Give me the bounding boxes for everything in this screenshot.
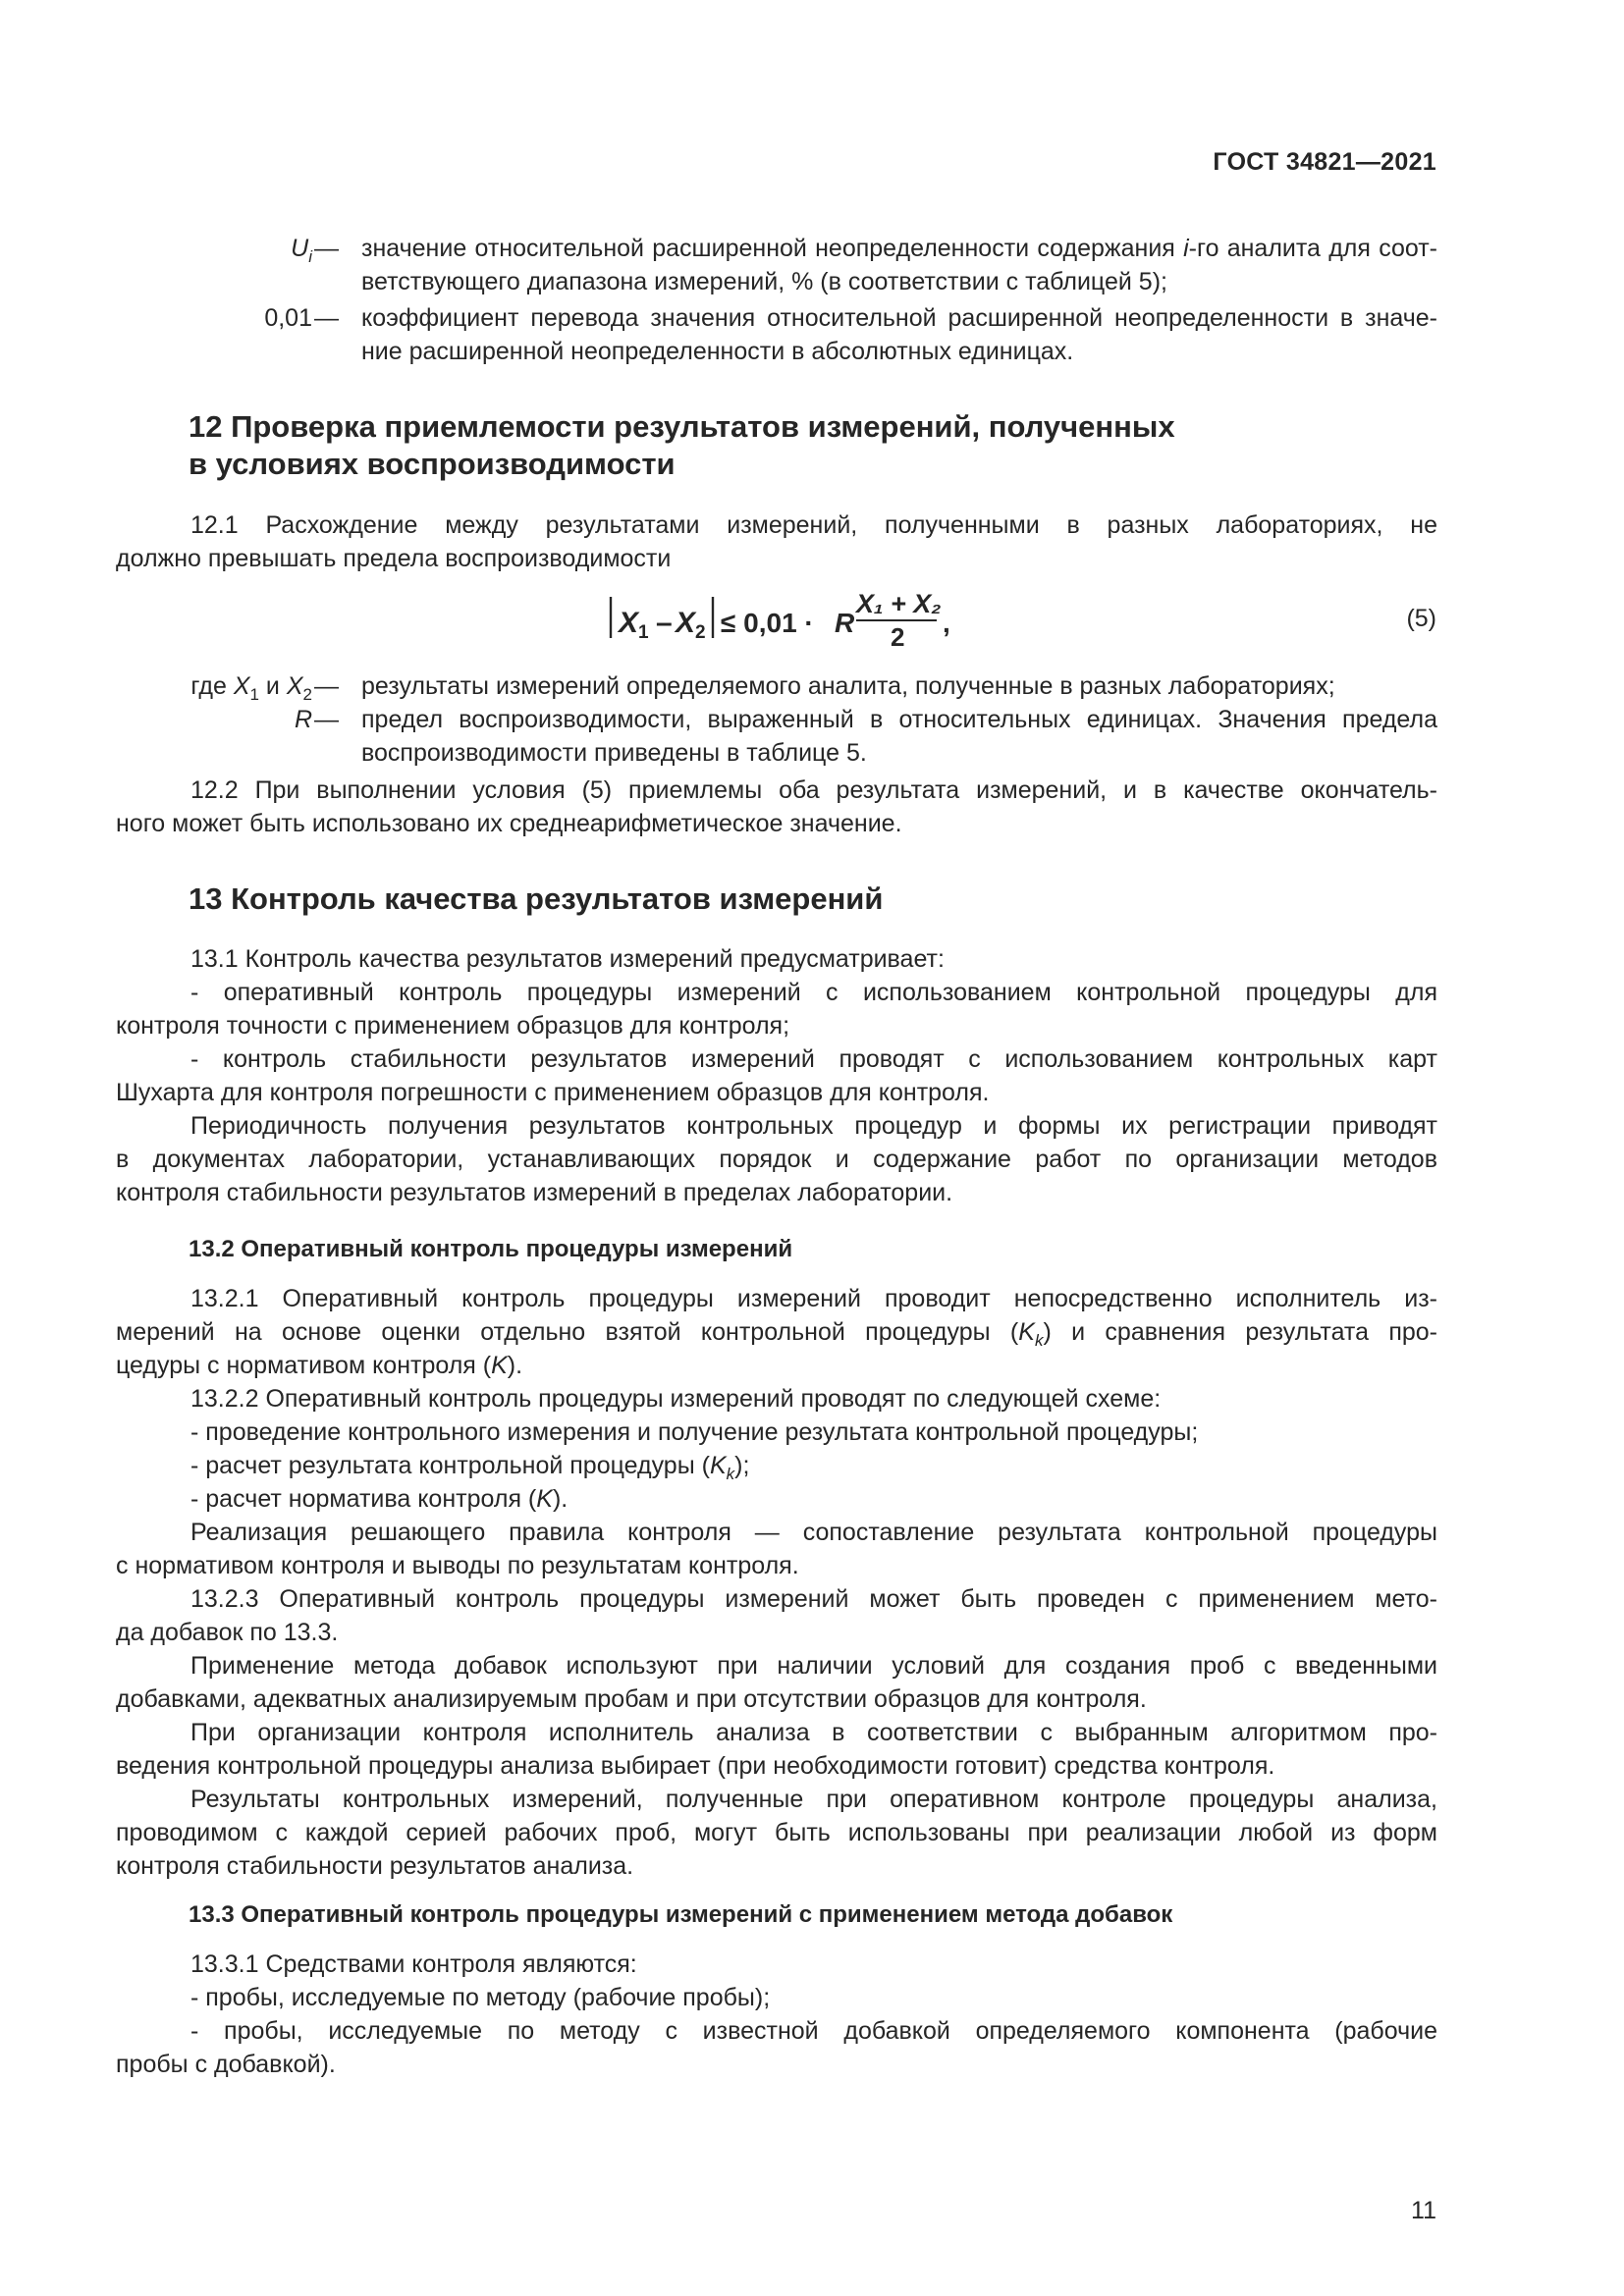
page-number: 11 xyxy=(1411,2197,1436,2224)
formula-x1: X xyxy=(619,607,639,639)
section-13-2-body: 13.2.1 Оперативный контроль процедуры измерений проводит непосредственно исполнитель из- мерений на основе оценки отдельно взятой контрольной процедуры $(K_k)$ и сравнения результата про- цедуры с нормативом контроля (K). 13.2.2 Оперативный контроль процедуры измерений проводят по следующей схеме: - проведение контрольного измерения и получение результата контрольной процедуры; - расчет результата контрольной процедуры $(K_k)$; - расчет норматива контроля (K). Реализация решающего правила контроля — сопоставление результата контрольной процедуры с нормативом контроля и выводы по результатам контроля. 13.2.3 Оперативный контроль процедуры измерений может быть проведен с применением мето- да добавок по 13.3. Применение метода добавок используют при наличии условий для создания проб с введенными добавками, адекватных анализируемым пробам и при отсутствии образцов для контроля. При организации контроля исполнитель анализа в соответствии с выбранным алгоритмом про- ведения контрольной процедуры анализа выбирает (при необходимости готовит) средства контроля. Результаты контрольных измерений, полученные при оперативном контроле процедуры анализа, проводимом с каждой серией рабочих проб, могут быть использованы при реализации любой из форм контроля стабильности результатов анализа. xyxy=(116,1285,1438,1880)
formula-5 xyxy=(603,585,976,654)
standard-header: ГОСТ 34821—2021 xyxy=(1213,148,1436,176)
section-13-2-title: 13.2 Оперативный контроль процедуры измерений xyxy=(189,1236,793,1262)
where-def-line: результаты измерений определяемого аналита, полученные в разных лабораториях; xyxy=(361,672,1335,700)
where-x1-x2: где $X_1$ и $X_2$ — результаты измерений определяемого аналита, полученные в разных лабораториях; xyxy=(116,669,1437,703)
paragraph-12-1: 12.1 Расхождение между результатами измерений, полученными в разных лабораториях, не должно превышать предела воспроизводимости xyxy=(116,511,1437,572)
formula-comma: , xyxy=(943,608,950,638)
formula-relation: ≤ 0,01 · xyxy=(721,608,814,638)
paragraph-13-1: 13.1 Контроль качества результатов измерений предусматривает: - оперативный контроль процедуры измерений с использованием контрольной процедуры для контроля точности с применением образцов для контроля; - контроль стабильности результатов измерений проводят с использованием контрольных карт Шухарта для контроля погрешности с применением образцов для контроля. Периодичность получения результатов контрольных процедур и формы их регистрации приводят в документах лаборатории, устанавливающих порядок и содержание работ по организации методов контроля стабильности результатов измерений в пределах лаборатории. xyxy=(116,945,1437,1206)
section-12-title: 12 Проверка приемлемости результатов измерений, полученных в условиях воспроизводимости xyxy=(189,409,1175,481)
term-dash: — xyxy=(314,235,339,262)
formula-numerator: X₁ + X₂ xyxy=(856,589,942,618)
term-ui xyxy=(116,232,1437,298)
paragraph-12-2: 12.2 При выполнении условия (5) приемлемы оба результата измерений, и в качестве окончатель- ного может быть использовано их среднеарифметическое значение. xyxy=(116,776,1437,837)
formula-number: (5) xyxy=(1406,605,1436,632)
term-def-line: значение относительной расширенной неопределенности содержания i-го аналита для соот- xyxy=(361,235,1438,262)
formula-minus: – xyxy=(656,607,673,639)
section-13-title: 13 Контроль качества результатов измерений xyxy=(189,881,884,916)
section-13-3-title: 13.3 Оперативный контроль процедуры измерений с применением метода добавок xyxy=(189,1901,1173,1928)
formula-x1-sub: 1 xyxy=(638,622,649,643)
term-symbol: 0,01 xyxy=(264,304,312,332)
term-coefficient xyxy=(116,301,1437,368)
where-def-line: воспроизводимости приведены в таблице 5. xyxy=(361,739,867,767)
term-def-line: ние расширенной неопределенности в абсолютных единицах. xyxy=(361,338,1074,365)
term-dash: — xyxy=(314,304,339,332)
term-def-line: ветствующего диапазона измерений, % (в соответствии с таблицей 5); xyxy=(361,268,1167,295)
where-def-line: предел воспроизводимости, выраженный в относительных единицах. Значения предела xyxy=(361,706,1437,733)
formula-x2: X xyxy=(676,607,696,639)
formula-r: R xyxy=(835,608,855,638)
formula-x2-sub: 2 xyxy=(695,622,706,643)
section-13-3-body: 13.3.1 Средствами контроля являются: - пробы, исследуемые по методу (рабочие пробы); - пробы, исследуемые по методу с известной добавкой определяемого компонента (рабочие пробы с добавкой). xyxy=(116,1950,1437,2078)
where-symbols: где $X_1$ и $X_2$ xyxy=(190,672,312,704)
formula-denominator: 2 xyxy=(891,622,905,652)
where-symbol-r: R xyxy=(294,706,312,733)
where-r: R — предел воспроизводимости, выраженный в относительных единицах. Значения предела воспроизводимости приведены в таблице 5. xyxy=(116,703,1437,770)
term-symbol: $U_i$ xyxy=(291,235,312,266)
term-def-line: коэффициент перевода значения относительной расширенной неопределенности в значе- xyxy=(361,304,1437,332)
